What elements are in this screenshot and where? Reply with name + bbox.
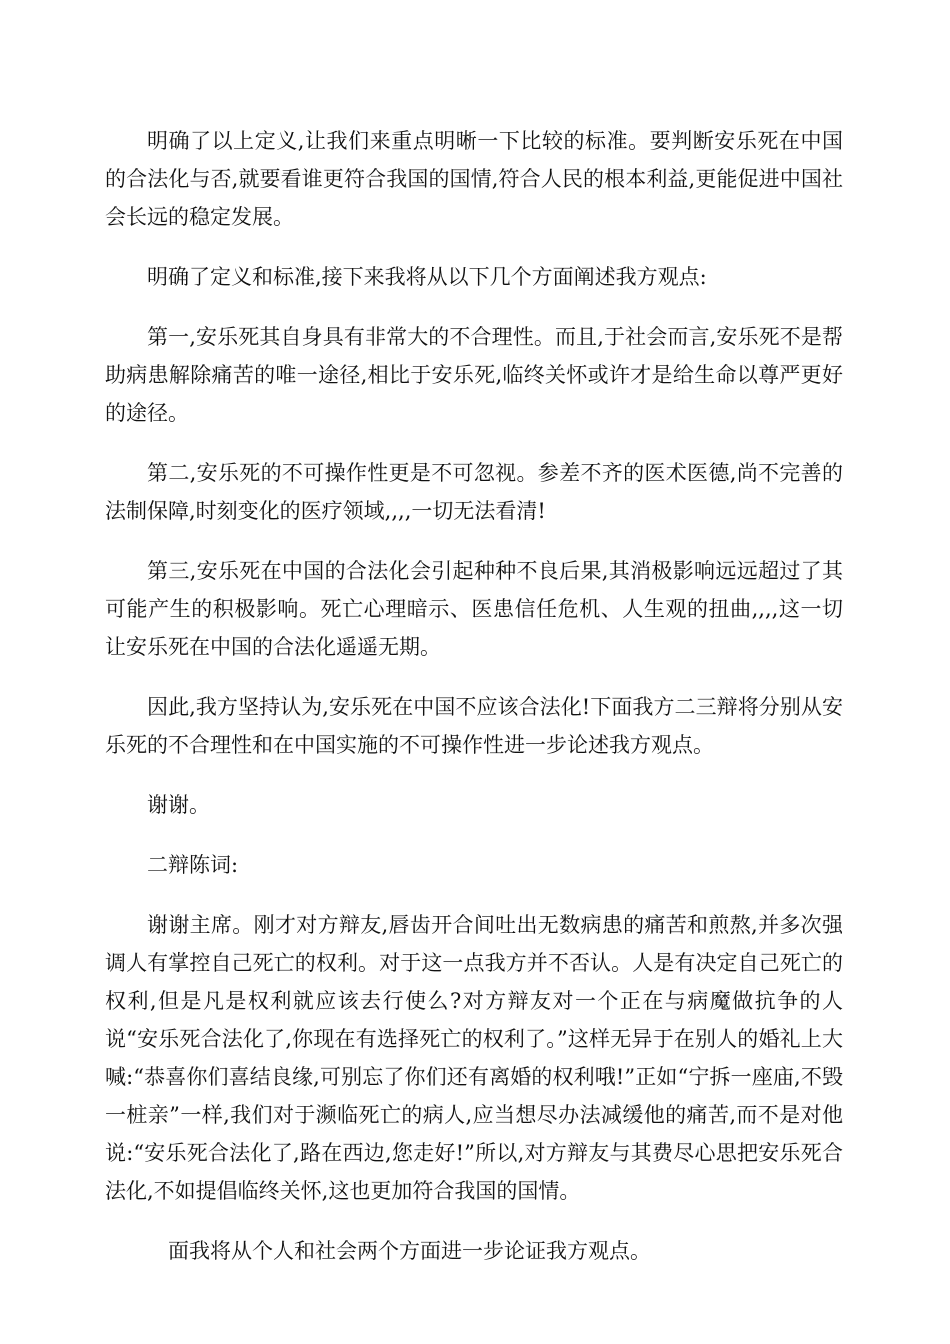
- paragraph-conclusion: 因此,我方坚持认为,安乐死在中国不应该合法化!下面我方二三辩将分别从安乐死的不合理性和在中国实施的不可操作性进一步论述我方观点。: [105, 695, 843, 757]
- paragraph-point-one: 第一,安乐死其自身具有非常大的不合理性。而且,于社会而言,安乐死不是帮助病患解除痛苦的唯一途径,相比于安乐死,临终关怀或许才是给生命以尊严更好的途径。: [105, 325, 843, 425]
- paragraph-standard-of-comparison: 明确了以上定义,让我们来重点明晰一下比较的标准。要判断安乐死在中国的合法化与否,就要看谁更符合我国的国情,符合人民的根本利益,更能促进中国社会长远的稳定发展。: [105, 129, 843, 229]
- paragraph-thanks: 谢谢。: [147, 793, 210, 817]
- paragraph-outline-intro: 明确了定义和标准,接下来我将从以下几个方面阐述我方观点:: [147, 265, 707, 289]
- document-body: [105, 122, 843, 1292]
- paragraph-point-two: 第二,安乐死的不可操作性更是不可忽视。参差不齐的医术医德,尚不完善的法制保障,时刻变化的医疗领域,,,,一切无法看清!: [105, 461, 843, 523]
- paragraph-next-argument: 面我将从个人和社会两个方面进一步论证我方观点。: [168, 1239, 651, 1263]
- section-heading-second-speaker: 二辩陈词:: [147, 853, 239, 877]
- paragraph-second-speaker-opening: 谢谢主席。刚才对方辩友,唇齿开合间吐出无数病患的痛苦和煎熬,并多次强调人有掌控自己死亡的权利。对于这一点我方并不否认。人是有决定自己死亡的权利,但是凡是权利就应该去行使么?对方辩友对一个正在与病魔做抗争的人说“安乐死合法化了,你现在有选择死亡的权利了。”这样无异于在别人的婚礼上大喊:“恭喜你们喜结良缘,可别忘了你们还有离婚的权利哦!”正如“宁拆一座庙,不毁一桩亲”一样,我们对于濒临死亡的病人,应当想尽办法减缓他的痛苦,而不是对他说:“安乐死合法化了,路在西边,您走好!”所以,对方辩友与其费尽心思把安乐死合法化,不如提倡临终关怀,这也更加符合我国的国情。: [105, 913, 843, 1203]
- paragraph-point-three: 第三,安乐死在中国的合法化会引起种种不良后果,其消极影响远远超过了其可能产生的积极影响。死亡心理暗示、医患信任危机、人生观的扭曲,,,,这一切让安乐死在中国的合法化遥遥无期。: [105, 559, 843, 659]
